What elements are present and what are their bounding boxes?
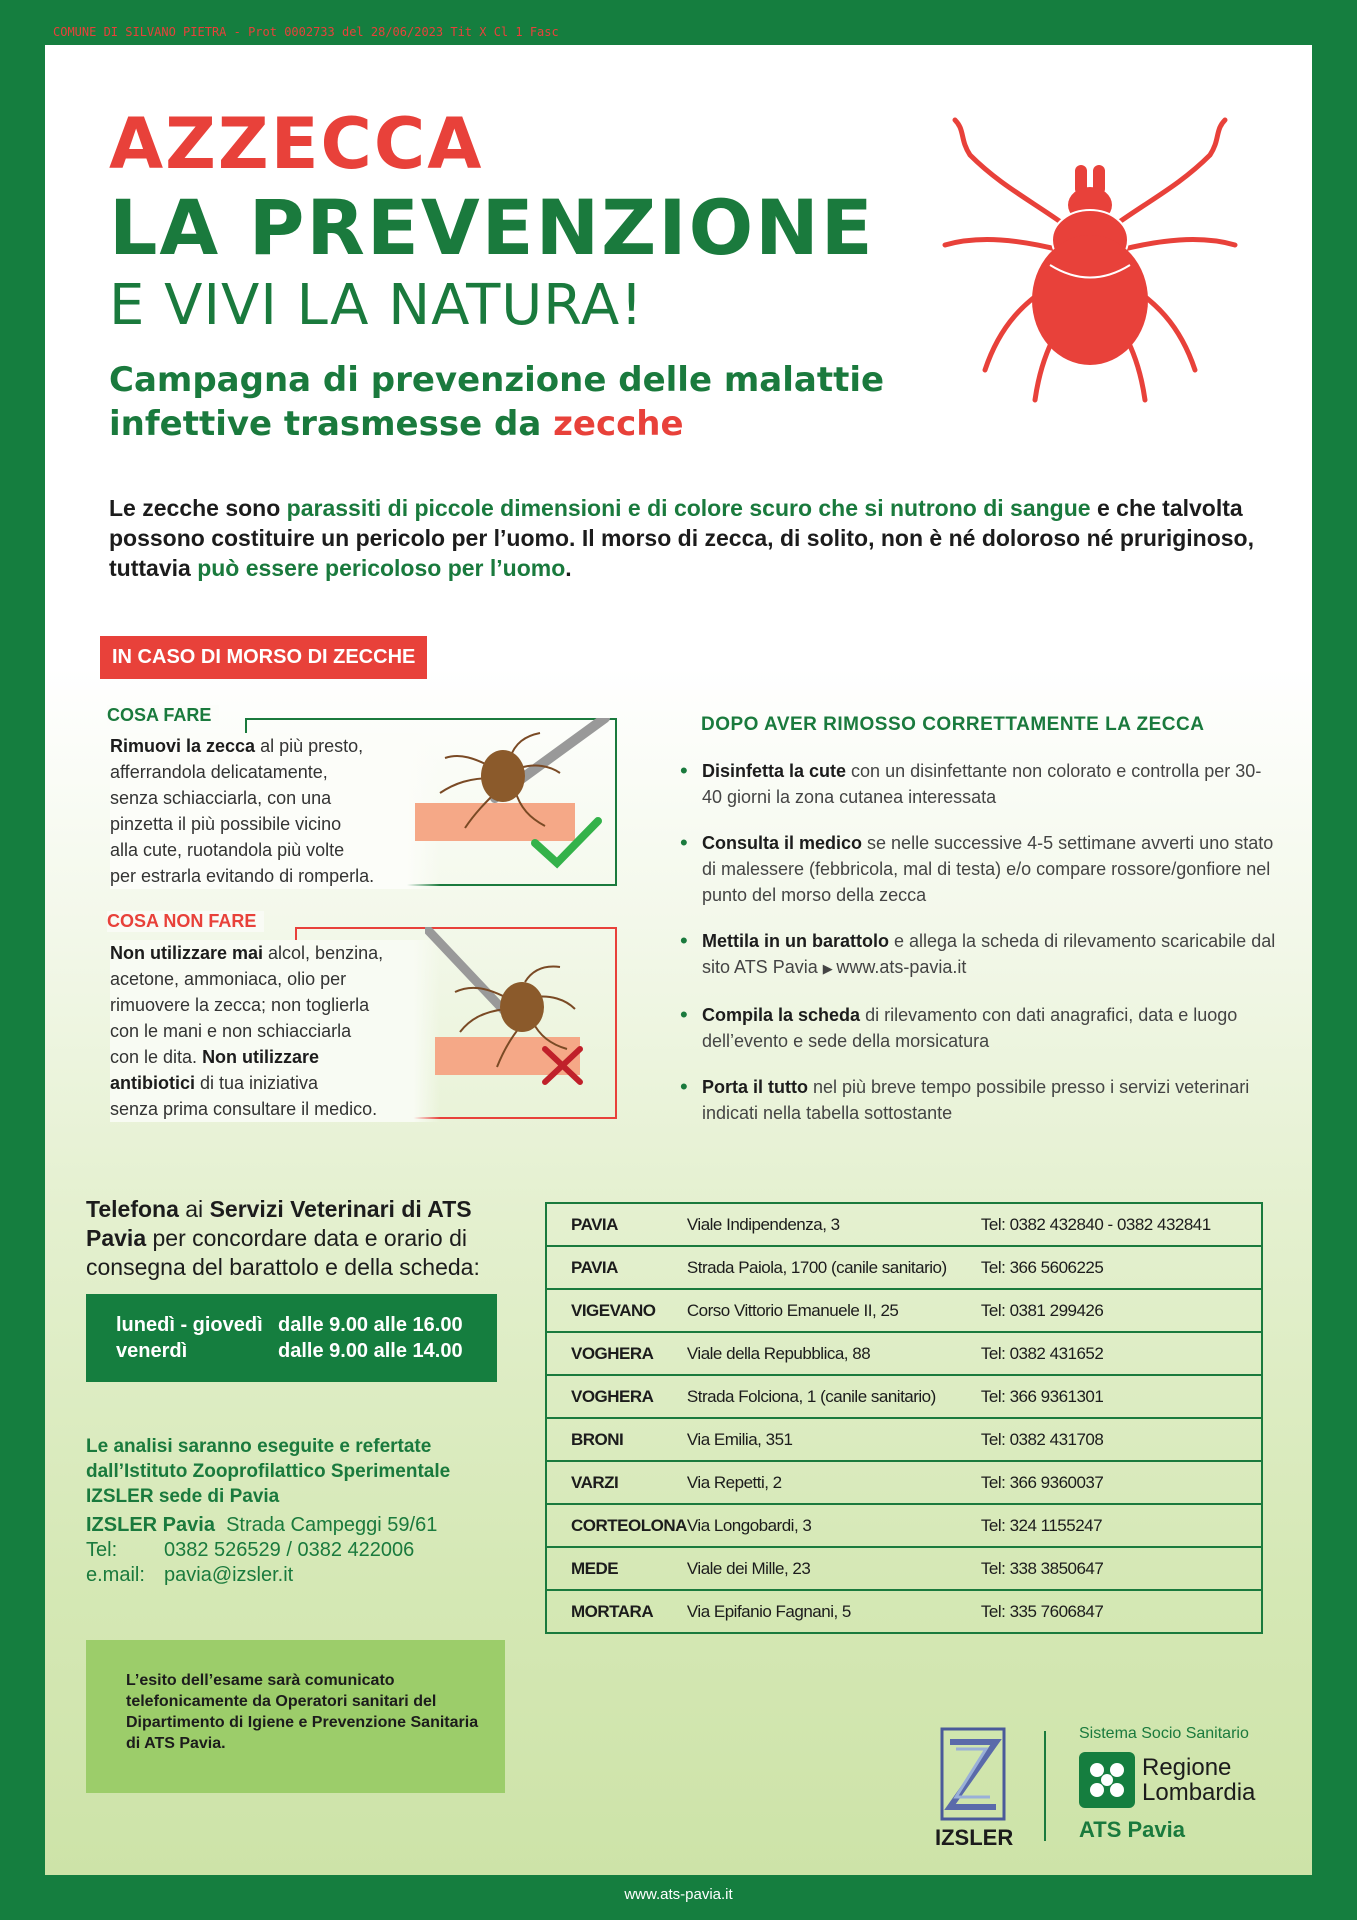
dopo-title: DOPO AVER RIMOSSO CORRETTAMENTE LA ZECCA (701, 714, 1205, 735)
cosa-fare-title: COSA FARE (107, 705, 219, 726)
cosa-fare-line: senza schiacciarla, con una (110, 788, 332, 808)
poster-panel (45, 45, 1312, 1875)
hero-title (109, 103, 875, 341)
table-row: MORTARA Via Epifanio Fagnani, 5 Tel: 335 7606847 (546, 1590, 1262, 1633)
result-text: L’esito dell’esame sarà comunicato telefonicamente da Operatori sanitari del Dipartimento di Igiene e Prevenzione Sanitaria di ATS Pavia. (126, 1672, 479, 1752)
cosa-non-fare-title: COSA NON FARE (107, 911, 264, 932)
hero-line-1: AZZECCA (109, 103, 484, 185)
cosa-non-fare-bold-3: antibiotici (110, 1073, 195, 1093)
cosa-non-fare-text: Non utilizzare mai alcol, benzina, acetone, ammoniaca, olio per rimuovere la zecca; non toglierla con le mani e non schiacciarla con le dita. Non utilizzare antibiotici di tua iniziativa senza prima consultare il medico. (110, 940, 440, 1122)
table-row: BRONI Via Emilia, 351 Tel: 0382 431708 (546, 1418, 1262, 1461)
table-row: PAVIA Viale Indipendenza, 3 Tel: 0382 432840 - 0382 432841 (546, 1203, 1262, 1246)
hours-row: lunedì - giovedì dalle 9.00 alle 16.00 (116, 1314, 463, 1336)
izsler-wordmark: IZSLER (935, 1825, 1014, 1850)
cosa-non-fare-line: senza prima consultare il medico. (110, 1099, 378, 1119)
sistema-label: Sistema Socio Sanitario (1079, 1725, 1249, 1742)
izsler-logo-icon (940, 1727, 1006, 1822)
izsler-email[interactable]: pavia@izsler.it (164, 1564, 294, 1586)
table-row: VIGEVANO Corso Vittorio Emanuele II, 25 Tel: 0381 299426 (546, 1289, 1262, 1332)
list-item: • Consulta il medico se nelle successive 4-5 settimane avverti uno stato di malessere (febbricola, mal di testa) e/o compare rossore/gonfiore nel punto del morso della zecca (680, 830, 1280, 908)
vet-services-table (545, 1202, 1263, 1634)
ats-pavia-name: ATS Pavia (1079, 1817, 1185, 1842)
izsler-address: IZSLER Pavia Strada Campeggi 59/61 Tel: 0382 526529 / 0382 422006 e.mail: pavia@izsler.it (86, 1514, 438, 1586)
cosa-fare-line: alla cute, ruotandola più volte (110, 840, 345, 860)
table-row: MEDE Viale dei Mille, 23 Tel: 338 3850647 (546, 1547, 1262, 1590)
protocol-stamp: COMUNE DI SILVANO PIETRA - Prot 0002733 del 28/06/2023 Tit X Cl 1 Fasc (53, 25, 559, 39)
analysis-note: Le analisi saranno eseguite e refertate dall’Istituto Zooprofilattico Sperimentale IZSLER sede di Pavia (86, 1436, 451, 1507)
subtitle-line-1: Campagna di prevenzione delle malattie (109, 360, 885, 400)
opening-hours (86, 1294, 497, 1382)
izsler-phone: 0382 526529 / 0382 422006 (164, 1539, 415, 1561)
hours-row: venerdì dalle 9.00 alle 14.00 (116, 1340, 463, 1362)
dopo-list (680, 758, 1280, 1146)
regione-lombardia-logo-icon (1079, 1752, 1135, 1808)
cosa-fare-text (110, 733, 440, 889)
table-row: VOGHERA Strada Folciona, 1 (canile sanitario) Tel: 366 9361301 (546, 1375, 1262, 1418)
cosa-non-fare-line: con le mani e non schiacciarla (110, 1021, 352, 1041)
list-item: • Compila la scheda di rilevamento con dati anagrafici, data e luogo dell’evento e sede della morsicatura (680, 1002, 1280, 1054)
logo-divider (1044, 1731, 1046, 1841)
table-row: CORTEOLONA Via Longobardi, 3 Tel: 324 1155247 (546, 1504, 1262, 1547)
intro-paragraph (109, 493, 1259, 583)
tick-illustration-icon (940, 105, 1240, 405)
list-item: • Mettila in un barattolo e allega la scheda di rilevamento scaricabile dal sito ATS Pavia ▶ www.ats-pavia.it (680, 928, 1280, 982)
logos (935, 1725, 1295, 1865)
cosa-fare-line: per estrarla evitando di romperla. (110, 866, 375, 886)
cosa-fare-line: Rimuovi la zecca al più presto, (110, 736, 364, 756)
hero-line-2: LA PREVENZIONE (109, 183, 875, 272)
intro-part-1: Le zecche sono (109, 495, 287, 521)
izsler-street: Strada Campeggi 59/61 (226, 1514, 438, 1536)
table-row: VARZI Via Repetti, 2 Tel: 366 9360037 (546, 1461, 1262, 1504)
cosa-non-fare-line: rimuovere la zecca; non toglierla (110, 995, 370, 1015)
cosa-non-fare-line: acetone, ammoniaca, olio per (110, 969, 347, 989)
tick-removal-correct-icon (415, 718, 615, 882)
list-item: • Porta il tutto nel più breve tempo possibile presso i servizi veterinari indicati nella tabella sottostante (680, 1074, 1280, 1126)
campaign-subtitle (109, 358, 909, 446)
footer-url[interactable]: www.ats-pavia.it (624, 1886, 733, 1903)
cosa-fare-bold: Rimuovi la zecca (110, 736, 256, 756)
table-row: VOGHERA Viale della Repubblica, 88 Tel: 0382 431652 (546, 1332, 1262, 1375)
subtitle-line-2 (109, 402, 909, 446)
result-box (86, 1640, 505, 1793)
hero-line-3: E VIVI LA NATURA! (109, 273, 644, 338)
list-item: • Disinfetta la cute con un disinfettante non colorato e controlla per 30-40 giorni la zona cutanea interessata (680, 758, 1280, 810)
arrow-right-icon: ▶ (822, 961, 837, 976)
intro-part-3: . (565, 555, 572, 581)
intro-highlight-2: può essere pericoloso per l’uomo (197, 555, 566, 581)
ats-link[interactable]: www.ats-pavia.it (836, 957, 967, 977)
tick-removal-wrong-icon (425, 927, 615, 1115)
cosa-fare-line: pinzetta il più possibile vicino (110, 814, 342, 834)
regione-lombardia-name: Regione Lombardia (1142, 1754, 1256, 1806)
subtitle-highlight: zecche (553, 404, 684, 444)
table-row: PAVIA Strada Paiola, 1700 (canile sanitario) Tel: 366 5606225 (546, 1246, 1262, 1289)
call-text: Telefona ai Servizi Veterinari di ATS Pavia per concordare data e orario di consegna del barattolo e della scheda: (86, 1196, 480, 1280)
intro-part-2: e che talvolta possono costituire un pericolo per l’uomo. Il morso di zecca, di solito, non è né doloroso né pruriginoso, tuttavia (109, 495, 1254, 581)
cosa-non-fare-bold-1: Non utilizzare mai (110, 943, 264, 963)
subtitle-line-2-prefix: infettive trasmesse da (109, 404, 554, 444)
cosa-fare-line: afferrandola delicatamente, (110, 762, 328, 782)
intro-highlight-1: parassiti di piccole dimensioni e di colore scuro che si nutrono di sangue (286, 495, 1091, 521)
case-label: IN CASO DI MORSO DI ZECCHE (100, 636, 427, 679)
cosa-non-fare-bold-2: Non utilizzare (202, 1047, 320, 1067)
izsler-name: IZSLER Pavia (86, 1514, 215, 1536)
